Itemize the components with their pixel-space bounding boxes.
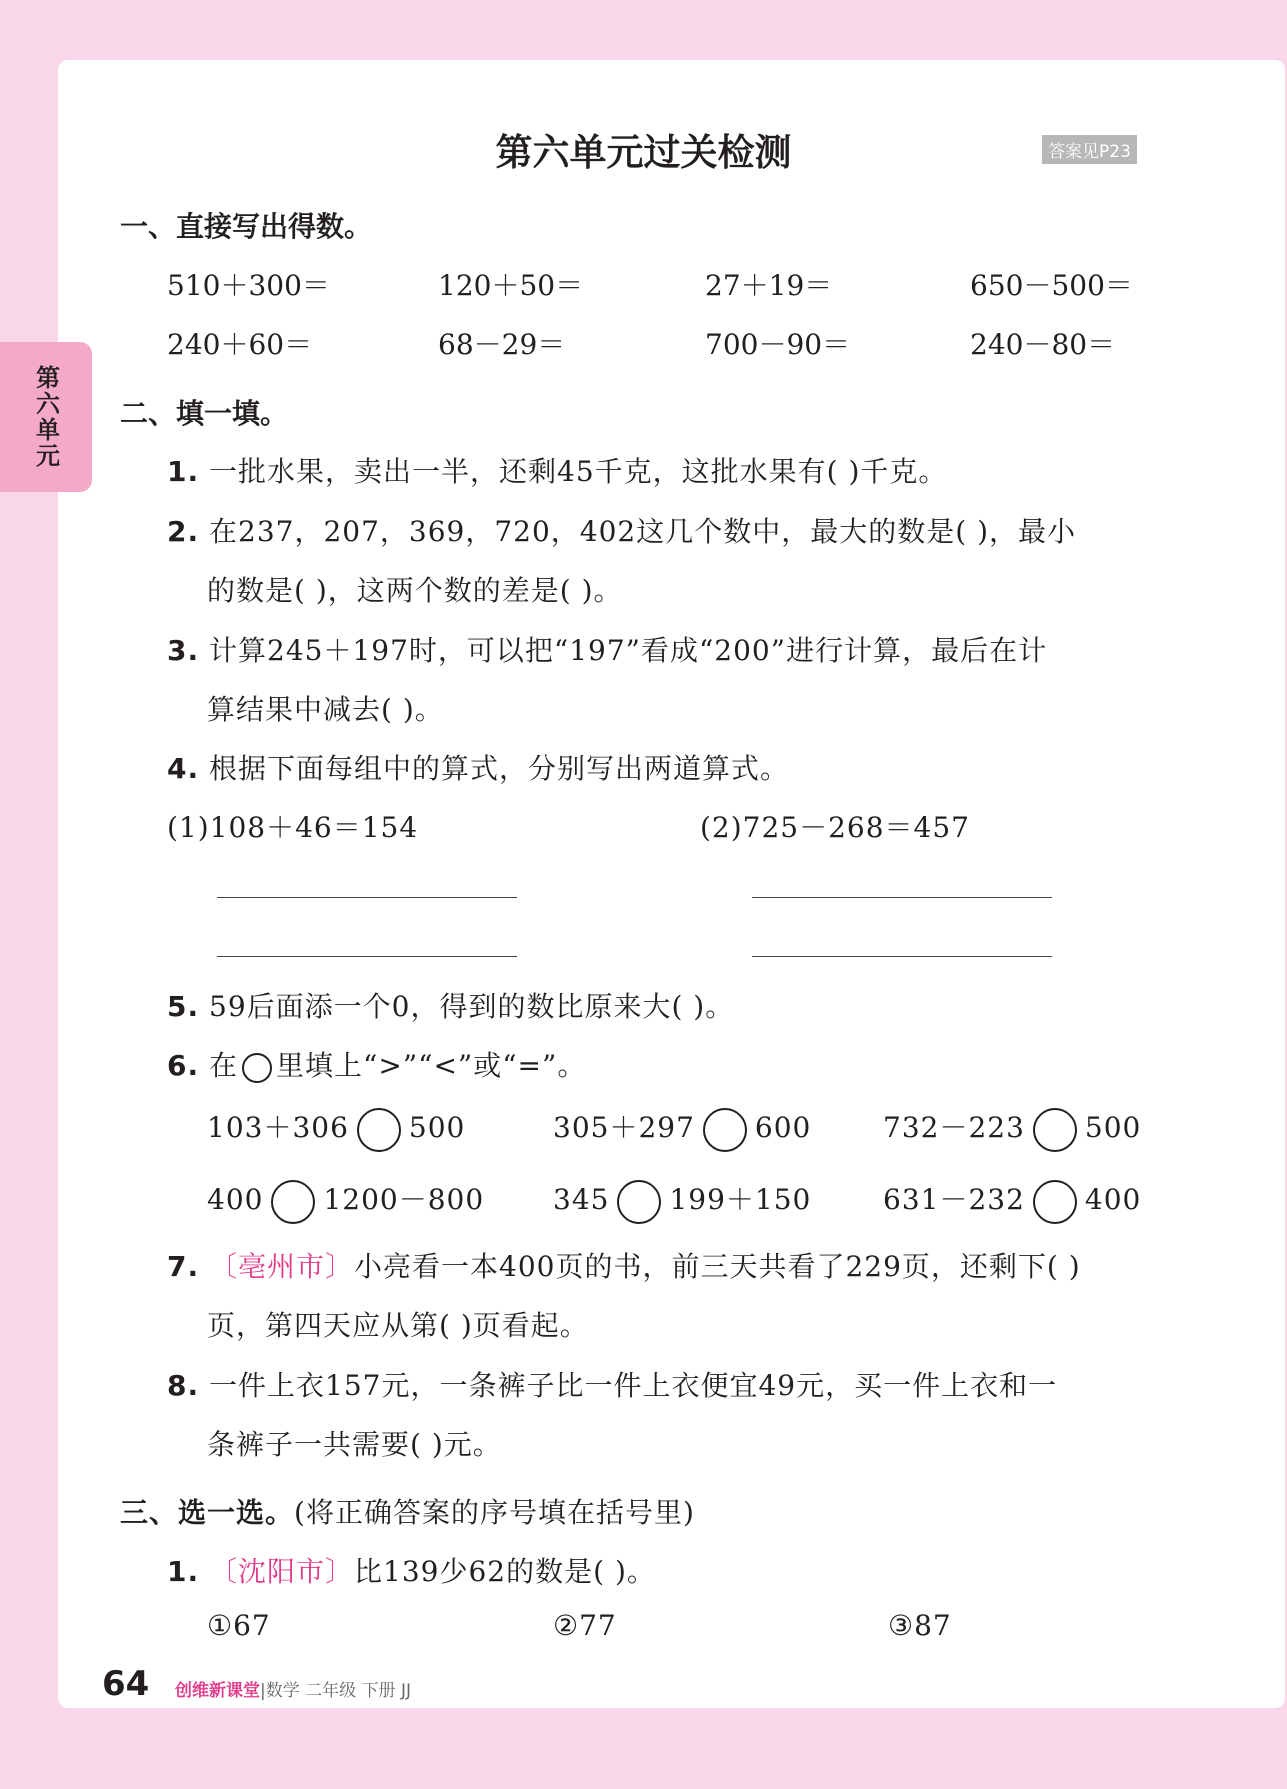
section-2-heading: 二、填一填。 xyxy=(120,397,289,430)
compare-left: 103＋306 xyxy=(207,1111,349,1144)
compare-left: 345 xyxy=(553,1183,610,1216)
s1-r2-c1: 240＋60＝ xyxy=(167,328,313,361)
s2-q2-text-1: 在237，207，369，720，402这几个数中，最大的数是( )，最小 xyxy=(209,515,1076,548)
compare-circle-icon xyxy=(242,1053,272,1083)
compare-left: 732－223 xyxy=(883,1111,1025,1144)
unit-side-tab xyxy=(0,342,92,492)
s2-q3-line2: 算结果中减去( )。 xyxy=(207,693,444,726)
compare-right: 1200－800 xyxy=(323,1183,485,1216)
s3-q1-text: 比139少62的数是( )。 xyxy=(354,1555,656,1588)
s2-q6-r2-c2 xyxy=(553,1178,811,1224)
s2-q8-line2: 条裤子一共需要( )元。 xyxy=(207,1428,502,1461)
s2-q6-r2-c3 xyxy=(883,1178,1141,1224)
s1-r1-c2: 120＋50＝ xyxy=(438,269,584,302)
s2-q6-r2-c1 xyxy=(207,1178,484,1224)
s2-q3-text-1: 计算245＋197时，可以把“197”看成“200”进行计算，最后在计 xyxy=(209,634,1048,667)
compare-right: 600 xyxy=(754,1111,812,1144)
s2-q8-text-1: 一件上衣157元，一条裤子比一件上衣便宜49元，买一件上衣和一 xyxy=(209,1369,1058,1402)
s3-q1-number: 1. xyxy=(167,1555,200,1588)
page-number: 64 xyxy=(102,1664,150,1704)
s2-q7-number: 7. xyxy=(167,1250,200,1283)
s2-q2-line2: 的数是( )，这两个数的差是( )。 xyxy=(207,574,623,607)
s2-q7-line1 xyxy=(167,1245,1081,1285)
s2-q6-r1-c1 xyxy=(207,1106,465,1152)
compare-right: 500 xyxy=(1084,1111,1142,1144)
s1-r2-c3: 700－90＝ xyxy=(705,328,851,361)
compare-circle[interactable] xyxy=(617,1180,661,1224)
s1-r2-c4: 240－80＝ xyxy=(970,328,1116,361)
footer-brand: 创维新课堂 xyxy=(175,1681,260,1701)
footer-subject: 数学 二年级 下册 JJ xyxy=(265,1681,411,1701)
s2-q7-text-1: 小亮看一本400页的书，前三天共看了229页，还剩下( ) xyxy=(354,1250,1081,1283)
compare-circle[interactable] xyxy=(271,1180,315,1224)
compare-right: 400 xyxy=(1084,1183,1142,1216)
unit-side-tab-label: 第六单元 xyxy=(31,365,60,469)
compare-left: 400 xyxy=(207,1183,264,1216)
s2-q3-number: 3. xyxy=(167,634,200,667)
compare-circle[interactable] xyxy=(1033,1180,1077,1224)
s2-q4-text: 根据下面每组中的算式，分别写出两道算式。 xyxy=(209,752,790,785)
answer-line-2a xyxy=(752,897,1052,898)
s2-q6 xyxy=(167,1044,586,1084)
s1-r1-c4: 650－500＝ xyxy=(970,269,1133,302)
s2-q5 xyxy=(167,985,734,1025)
s1-r1-c3: 27＋19＝ xyxy=(705,269,833,302)
s3-q1-region-tag: 〔沈阳市〕 xyxy=(209,1555,355,1588)
s2-q8-number: 8. xyxy=(167,1369,200,1402)
s2-q5-number: 5. xyxy=(167,990,200,1023)
s2-q1-text: 一批水果，卖出一半，还剩45千克，这批水果有( )千克。 xyxy=(209,455,948,488)
s2-q4-number: 4. xyxy=(167,752,200,785)
s2-q1 xyxy=(167,450,947,490)
compare-circle[interactable] xyxy=(1033,1108,1077,1152)
answer-reference-badge: 答案见P23 xyxy=(1042,135,1137,164)
s2-q6-r1-c3 xyxy=(883,1106,1141,1152)
s1-r1-c1: 510＋300＝ xyxy=(167,269,330,302)
s2-q4-sub2: (2)725－268＝457 xyxy=(700,811,970,844)
answer-line-1a xyxy=(217,897,517,898)
compare-circle[interactable] xyxy=(703,1108,747,1152)
s3-q1-option-2[interactable]: ②77 xyxy=(553,1609,617,1642)
compare-circle[interactable] xyxy=(357,1108,401,1152)
s2-q4 xyxy=(167,747,789,787)
s2-q8-line1 xyxy=(167,1364,1057,1404)
s2-q2-number: 2. xyxy=(167,515,200,548)
s3-q1-option-1[interactable]: ①67 xyxy=(207,1609,271,1642)
section-3-title: 三、选一选。 xyxy=(120,1496,295,1529)
s3-q1 xyxy=(167,1550,656,1590)
compare-left: 305＋297 xyxy=(553,1111,695,1144)
s2-q6-number: 6. xyxy=(167,1049,200,1082)
footer-separator: | xyxy=(260,1681,266,1701)
section-3-note: (将正确答案的序号填在括号里) xyxy=(294,1496,695,1529)
s2-q4-sub1: (1)108＋46＝154 xyxy=(167,811,419,844)
compare-right: 500 xyxy=(408,1111,466,1144)
s2-q2-line1 xyxy=(167,510,1076,550)
s2-q7-region-tag: 〔亳州市〕 xyxy=(209,1250,355,1283)
s2-q3-line1 xyxy=(167,629,1047,669)
section-1-heading: 一、直接写出得数。 xyxy=(120,210,373,243)
footer-info xyxy=(175,1676,411,1701)
answer-line-2b xyxy=(752,956,1052,957)
page-title: 第六单元过关检测 xyxy=(495,131,792,174)
s3-q1-option-3[interactable]: ③87 xyxy=(888,1609,952,1642)
s2-q6-text-a: 在 xyxy=(209,1049,239,1082)
s2-q1-number: 1. xyxy=(167,455,200,488)
s2-q7-line2: 页，第四天应从第( )页看起。 xyxy=(207,1309,589,1342)
s2-q5-text: 59后面添一个0，得到的数比原来大( )。 xyxy=(209,990,735,1023)
s2-q6-text-b: 里填上“>”“<”或“=”。 xyxy=(276,1049,587,1082)
s2-q6-r1-c2 xyxy=(553,1106,811,1152)
answer-line-1b xyxy=(217,956,517,957)
section-3-heading xyxy=(120,1491,695,1531)
s1-r2-c2: 68－29＝ xyxy=(438,328,566,361)
compare-left: 631－232 xyxy=(883,1183,1025,1216)
compare-right: 199＋150 xyxy=(669,1183,812,1216)
